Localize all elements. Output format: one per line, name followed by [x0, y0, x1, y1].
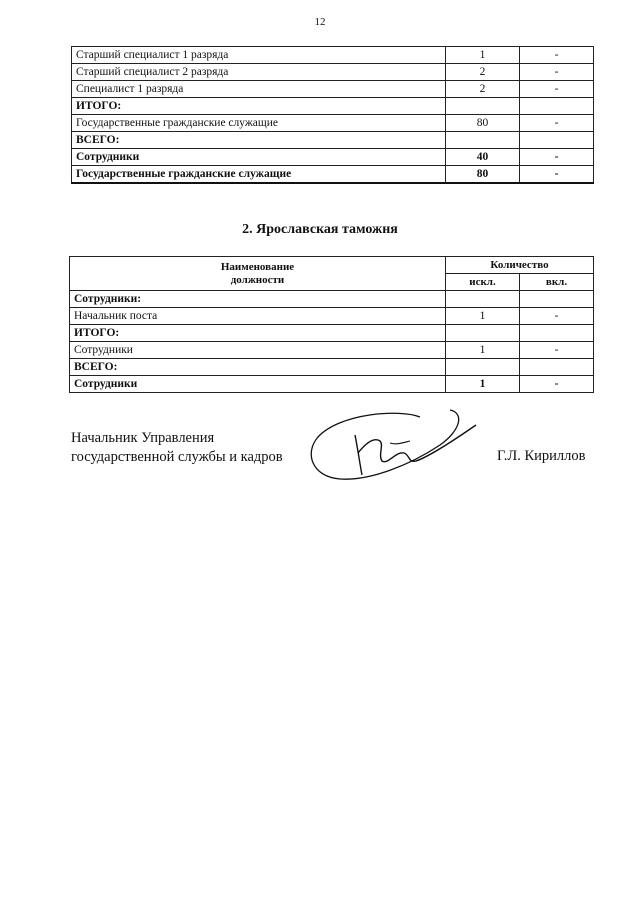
cell-included: -: [520, 376, 594, 393]
cell-excluded: 2: [446, 81, 520, 98]
cell-excluded: [446, 359, 520, 376]
staff-table-continued: [71, 46, 594, 184]
cell-position: Специалист 1 разряда: [72, 81, 446, 98]
cell-included: -: [520, 308, 594, 325]
cell-included: -: [520, 149, 594, 166]
cell-excluded: [446, 291, 520, 308]
table-row: [72, 132, 594, 149]
table-row: [72, 98, 594, 115]
page-number: 12: [314, 16, 326, 28]
cell-included: [520, 291, 594, 308]
cell-position: Начальник поста: [70, 308, 446, 325]
cell-excluded: 1: [446, 376, 520, 393]
cell-excluded: 1: [446, 308, 520, 325]
table-row: [72, 47, 594, 64]
table-row: [72, 115, 594, 132]
column-header-excluded: искл.: [446, 274, 520, 291]
cell-included: -: [520, 81, 594, 98]
cell-position: Сотрудники: [70, 376, 446, 393]
cell-position: Старший специалист 2 разряда: [72, 64, 446, 81]
cell-included: -: [520, 166, 594, 184]
cell-included: -: [520, 342, 594, 359]
table-row: [70, 291, 594, 308]
cell-position: ВСЕГО:: [70, 359, 446, 376]
handwritten-signature: [300, 395, 500, 505]
cell-excluded: [446, 325, 520, 342]
cell-position: ИТОГО:: [72, 98, 446, 115]
cell-excluded: 80: [446, 166, 520, 184]
signatory-name: Г.Л. Кириллов: [497, 448, 586, 464]
signatory-title: Начальник Управления государственной службы и кадров: [71, 430, 283, 465]
cell-position: Государственные гражданские служащие: [72, 166, 446, 184]
table-row: [72, 166, 594, 184]
cell-included: -: [520, 47, 594, 64]
table-row: [70, 325, 594, 342]
yaroslavl-customs-table: [69, 256, 594, 393]
cell-position: Государственные гражданские служащие: [72, 115, 446, 132]
cell-excluded: [446, 132, 520, 149]
cell-position: ВСЕГО:: [72, 132, 446, 149]
column-header-count: Количество: [446, 257, 594, 274]
cell-position: Сотрудники: [70, 342, 446, 359]
table-row: [72, 64, 594, 81]
cell-excluded: 1: [446, 342, 520, 359]
cell-included: [520, 132, 594, 149]
table-row: [70, 308, 594, 325]
cell-position: ИТОГО:: [70, 325, 446, 342]
column-header-included: вкл.: [520, 274, 594, 291]
table-row: [70, 359, 594, 376]
cell-excluded: [446, 98, 520, 115]
cell-excluded: 1: [446, 47, 520, 64]
table-row: [70, 342, 594, 359]
cell-position: Старший специалист 1 разряда: [72, 47, 446, 64]
cell-included: [520, 359, 594, 376]
cell-excluded: 2: [446, 64, 520, 81]
cell-included: -: [520, 64, 594, 81]
table-row: [72, 81, 594, 98]
cell-position: Сотрудники:: [70, 291, 446, 308]
cell-included: [520, 325, 594, 342]
cell-included: -: [520, 115, 594, 132]
cell-included: [520, 98, 594, 115]
cell-excluded: 40: [446, 149, 520, 166]
section-title: 2. Ярославская таможня: [242, 222, 398, 237]
cell-excluded: 80: [446, 115, 520, 132]
cell-position: Сотрудники: [72, 149, 446, 166]
table-row: [70, 376, 594, 393]
column-header-position: Наименование должности: [70, 257, 446, 291]
table-row: [72, 149, 594, 166]
